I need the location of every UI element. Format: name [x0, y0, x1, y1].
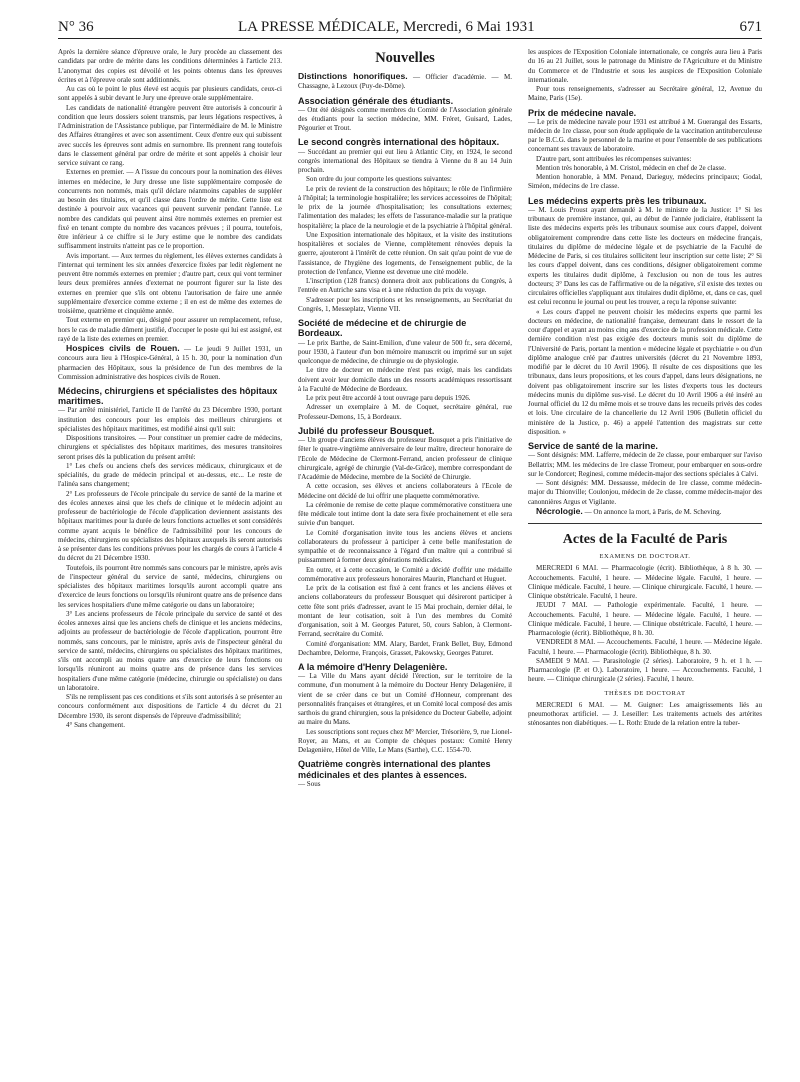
item-heading: A la mémoire d'Henry Delagenière. [298, 662, 448, 673]
paragraph: 1° Les chefs ou anciens chefs des services médicaux, chirurgicaux et de spécialités, du grade de médecin principal et au-dessus, etc... Le reste de l'alinéa sans changement; [58, 461, 282, 489]
column-left [58, 48, 282, 1074]
item-heading: Le second congrès international des hôpitaux. [298, 137, 500, 148]
exam-entry: MERCREDI 6 MAI. — Pharmacologie (écrit). Bibliothèque, à 8 h. 30. — Accouchements. Faculté, 1 heure. — Médecine légale. Faculté, 1 heure. — Clinique médicale. Faculté, 1 heure. — Clinique chirurgicale. Faculté, 1 heure. — Clinique obstétricale. Faculté, 1 heure. [528, 564, 762, 601]
item-heading: Société de médecine et de chirurgie de Bordeaux. [298, 318, 467, 339]
paragraph: Toutefois, ils pourront être nommés sans concours par le ministre, après avis de l'inspecteur général du service de santé, médecins, chirurgiens ou spécialistes des hôpitaux maritimes lorsqu'ils auront accompli quatre ans d'exercice de leurs fonctions ou lorsqu'ils réuniront quatre ans de présence dans les services hospitaliers d'une même catégorie ou dans un laboratoire; [58, 563, 282, 609]
paragraph: — Sont désignés: MM. Dessausse, médecin de 1re classe, comme médecin-major du Thionville; Coulonjou, médecin de 2e classe, comme médecin-major des canonnières Argus et Vigilante. [528, 479, 762, 506]
item-text: — Le jeudi 9 Juillet 1931, un concours aura lieu à l'Hospice-Général, à 15 h. 30, pour la nomination d'un pharmacien des Hôpitaux, sous la présidence de l'un des membres de la Commission administrative des hospices civils de Rouen. [58, 345, 282, 381]
item-text: — Succédant au premier qui eut lieu à Atlantic City, en 1924, le second congrès international des Hôpitaux se tiendra à Vienne du 8 au 14 Juin prochain. [298, 147, 512, 175]
item-text: — On annonce la mort, à Paris, de M. Scheving. [584, 507, 722, 516]
paragraph: Le titre de docteur en médecine n'est pas exigé, mais les candidats doivent avoir leur domicile dans un des ressorts académiques ressortissant à la Faculté de Médecine de Bordeaux. [298, 366, 512, 393]
page-number: 671 [739, 19, 762, 35]
paragraph: Une Exposition internationale des hôpitaux, et la visite des institutions hospitalières et sociales de Vienne, complètement rénovées depuis la guerre, ajouteront à l'intérêt de cette réunion. On sait qu'au point de vue de l'assistance, de l'hygiène des logements, de l'enseignement public, de la protection de l'enfance, Vienne est devenue une cité modèle. [298, 230, 512, 276]
paragraph: Externes en premier. — A l'issue du concours pour la nomination des élèves internes en médecine, le Jury dresse une liste supplémentaire composée de concurrents non nommés, mais qu'il déclare néanmoins capables de suppléer au besoin des titulaires, et qu'il classe dans l'ordre de mérite. Cette liste est destinée à pourvoir aux vacances qui peuvent survenir pendant l'année. Le nombre des candidats qui peuvent ainsi être nommés externes en premier est fixé en tenant compte du nombre des vacances prévues ; il pourra, toutefois, être inférieur à ce chiffre si le Jury estime que le nombre des candidats suffisamment instruits n'atteint pas ce le proportion. [58, 168, 282, 251]
item-heading: Association générale des étudiants. [298, 95, 454, 106]
item-heading: Service de santé de la marine. [528, 441, 658, 452]
section-divider [528, 523, 762, 524]
item-heading: Quatrième congrès international des plantes médicinales et des plantes à essences. [298, 759, 491, 780]
paragraph: D'autre part, sont attribuées les récompenses suivantes: [536, 154, 692, 163]
section-title-faculte: Actes de la Faculté de Paris [562, 532, 728, 548]
header-rule [58, 38, 762, 39]
paragraph: Les souscriptions sont reçues chez M° Mercier, Trésorière, 9, rue Lionel-Royer, au Mans, et au Compte de chèques postaux: Comité Henry Delagenière, Hôtel de Ville, Le Mans (Sarthe), C.C. 1554-70. [298, 727, 512, 755]
paragraph: Le Comité d'organisation invite tous les anciens élèves et anciens collaborateurs du professeur à participer à cette belle manifestation de sympathie et de reconnaissance à l'égard d'un maître qui a contribué si puissamment à former deux générations médicales. [298, 528, 512, 565]
paragraph: L'inscription (128 francs) donnera droit aux publications du Congrès, à l'entrée en Autriche sans visa et à une réduction du prix du voyage. [298, 277, 512, 295]
subheading: THÈSES DE DOCTORAT [604, 689, 686, 697]
paragraph: Le prix de revient de la construction des hôpitaux; le rôle de l'infirmière à l'hôpital; la terminologie hospitalière; les services accessoires de l'hôpital; le prix de la journée d'hospitalisation; les consultations externes; l'alimentation des malades; les effets de l'assurance-maladie sur la pratique hospitalière; la place de la neurologie et de la psychiatrie à l'hôpital général. [298, 184, 512, 230]
exam-entry: VENDREDI 8 MAI. — Accouchements. Faculté, 1 heure. — Médecine légale. Faculté, 1 heure. — Pharmacologie (écrit). Bibliothèque, 8 h. 30. [528, 638, 762, 656]
paragraph: Le prix peut être accordé à tout ouvrage paru depuis 1926. [306, 394, 471, 403]
paragraph: Dispositions transitoires. — Pour constituer un premier cadre de médecins, chirurgiens et spécialistes des hôpitaux maritimes, des mesures transitoires seront prises dès la publication du présent arrêté: [58, 434, 282, 461]
paragraph: 2° Les professeurs de l'école principale du service de santé de la marine et des écoles annexes ainsi que les chefs de clinique et le médecin adjoint au professeur de bactériologie de l'école d'application deviennent assistants des hôpitaux maritimes pour la durée de leurs fonctions actuelles et sont considérés comme ayant acquis le bénéfice de l'admissibilité pour les concours de médecins, chirurgiens ou spécialistes des hôpitaux auxquels ils seront autorisés à se présenter dans les conditions prévues pour les chargés de cours à l'article 4 du décret du 21 Décembre 1930. [58, 489, 282, 563]
paragraph: 4° Sans changement. [66, 720, 125, 729]
paragraph: Son ordre du jour comporte les questions suivantes: [306, 175, 452, 184]
section-title: Nouvelles [375, 50, 435, 66]
news-item-necrologie [528, 507, 762, 517]
paragraph: La cérémonie de remise de cette plaque commémorative constituera une fête médicale tout intime dont la date sera fixée prochainement et elle sera suivie d'un banquet. [298, 500, 512, 528]
news-item-rouen [58, 344, 282, 382]
paragraph: Adresser un exemplaire à M. de Coquet, secrétaire général, rue Professeur-Demons, 15, à Bordeaux. [298, 403, 512, 421]
paragraph: Les candidats de nationalité étrangère peuvent être autorisés à concourir à condition que leurs dossiers soient transmis, par leurs légations respectives, à l'Administration de l'Assistance publique, par l'intermédiaire de M. le Ministre des Affaires étrangères et avec son assentiment. Ceux d'entre eux qui subissent avec succès les épreuves sont admis en surnombre. Ils prennent rang toutefois dans le classement général par ordre de mérite et sont appelés à choisir leur service suivant ce rang. [58, 103, 282, 167]
thesis-entry: MERCREDI 6 MAI. — M. Guigner: Les amaigrissements liés au pneumothorax artificiel. — J. Leseiller: Les traitements actuels des artérites sténosantes non diabétiques. — L. Roth: Etude de la relation entre la tuber- [528, 700, 762, 728]
paragraph: Tout externe en premier qui, désigné pour assurer un remplacement, refuse, hors le cas de maladie dûment justifié, d'occuper le poste qui lui est assigné, est rayé de la liste des externes en premier. [58, 316, 282, 343]
paragraph: Le prix de la cotisation est fixé à cent francs et les anciens élèves et anciens collaborateurs du professeur Bousquet qui désireront participer à cette fête sont priés d'adresser, avant le 15 Mai prochain, dernier délai, le montant de leur cotisation, soit à l'un des membres du Comité d'organisation, soit à M. Georges Paturet, 50, cours Sablon, à Clermont-Ferrand, secrétaire du Comité. [298, 584, 512, 639]
item-heading: Médecins, chirurgiens et spécialistes des hôpitaux maritimes. [58, 386, 278, 407]
column-middle [298, 48, 512, 1064]
item-heading: Prix de médecine navale. [528, 107, 637, 118]
paragraph: Mention très honorable, à M. Cristol, médecin en chef de 2e classe. [536, 163, 727, 172]
paragraph: « Les cours d'appel ne peuvent choisir les médecins experts que parmi les docteurs en médecine, de nationalité française, demeurant dans le ressort de la cour d'appel et ayant au moins cinq ans d'exercice de la profession médicale. Cette dernière condition n'est pas exigée des docteurs munis soit du diplôme de l'Université de Paris, portant la mention « médecine légale et psychiatrie » ou d'un diplôme analogue créé par d'autres universités (décret du 21 Novembre 1893, modifié par le décret du 10 Avril 1906). Il résulte de ces dispositions que les tribunaux, dans leurs propositions, et les cours d'appel, dans leurs désignations, ne doivent pas obligatoirement inscrire sur les listes d'experts tous les docteurs médecins munis du diplôme sus-visé. Le décret du 10 Avril 1906 a été inséré au Journal officiel du 12 du même mois et se trouve dans les recueils privés des codes et lois. Une circulaire de la chancellerie du 12 Avril 1906 (Bulletin officiel du ministère de la Justice, p. 46) a appelé l'attention des magistrats sur cette disposition. » [528, 307, 762, 436]
paragraph: A cette occasion, ses élèves et anciens collaborateurs à l'Ecole de Médecine ont décidé de lui offrir une plaquette commémorative. [298, 482, 512, 500]
item-heading: Nécrologie. [536, 505, 583, 516]
paragraph: S'adresser pour les inscriptions et les renseignements, au Secrétariat du Congrès, 1, Messeplatz, Vienne VII. [298, 295, 512, 313]
subheading: EXAMENS DE DOCTORAT. [599, 553, 691, 561]
paragraph: S'ils ne remplissent pas ces conditions et s'ils sont autorisés à se présenter au concours conformément aux dispositions de l'article 4 du décret du 21 Décembre 1930, ils seront dispensés de l'épreuve d'admissibilité; [58, 693, 282, 720]
item-text: — M. Louis Proust ayant demandé à M. le ministre de la Justice: 1° Si les tribunaux de première instance, qui, au début de l'année judiciaire, établissent la liste des médecins experts près les tribunaux soumise aux cours d'appel, doivent obligatoirement comprendre dans cette liste les docteurs en médecine français, titulaires du diplôme de médecine légale et de psychiatrie de la Faculté de Médecine de Paris, si ces titulaires sollicitent leur inscription sur cette liste; 2° Si les cours d'appel doivent, dans ces conditions, désigner obligatoirement comme experts les titulaires dudit diplôme, à l'exclusion ou non de tous les autres docteurs; 3° Dans les cas de l'affirmative ou de la négative, s'il existe des textes ou circulaires officielles s'appliquant aux titulaires dudit diplôme, et, dans ce cas, quel est celui reconnu le journal ou peut les trouver, a reçu la réponse suivante: [528, 205, 762, 307]
item-heading: Jubilé du professeur Bousquet. [298, 425, 435, 436]
paragraph: Comité d'organisation: MM. Alary, Bardet, Frank Bellet, Buy, Edmond Dechambre, Delorme, François, Grasset, Pakowsky, Georges Paturet. [298, 639, 512, 657]
paragraph: Pour tous renseignements, s'adresser au Secrétaire général, 12, Avenue du Maine, Paris (15e). [528, 85, 762, 103]
paragraph: 3° Les anciens professeurs de l'école principale du service de santé et des écoles annexes ainsi que les anciens chefs de clinique et les anciens médecins, adjoints au professeur de bactériologie de l'école d'application, pourront être nommés, sans concours, par le ministre, après avis de l'inspecteur général du service de santé, médecins, chirurgiens ou spécialistes des hôpitaux maritimes, s'ils ont accompli au moins quatre ans d'exercice de leurs fonctions ou lorsqu'ils réuniront au moins quatre ans de présence dans les services hospitaliers d'une même catégorie (médecine, chirurgie ou spécialiste) ou dans un laboratoire. [58, 609, 282, 692]
item-text: — Officier d'académie. — M. Chassagne, à Lezoux (Puy-de-Dôme). [298, 73, 512, 91]
paragraph: Au cas où le point le plus élevé est acquis par plusieurs candidats, ceux-ci sont appelés à subir devant le Jury une épreuve orale supplémentaire. [58, 85, 282, 103]
item-heading: Distinctions honorifiques. [298, 71, 408, 81]
paragraph: les auspices de l'Exposition Coloniale internationale, ce congrès aura lieu à Paris du 16 au 21 Juillet, sous le patronage du Ministre de l'Agriculture et du Ministre du Commerce et de l'Industrie et sous les auspices de l'Exposition Coloniale internationale. [528, 48, 762, 84]
item-text: — La Ville du Mans ayant décidé l'érection, sur le territoire de la commune, d'un monument à la mémoire du Docteur Henry Delagenière, il vient de se créer dans ce but un Comité d'Honneur, comprenant des personnalités françaises et étrangères, et un Comité local composé des amis sarthois du grand chirurgien, sous la présidence du Docteur Gabelle, adjoint au maire du Mans. [298, 672, 512, 727]
item-text: — Ont été désignés comme membres du Comité de l'Association générale des étudiants pour la section médecine, MM. Fréret, Guisard, Lades, Pégourier et Trout. [298, 105, 512, 133]
paragraph: Mention honorable, à MM. Penaud, Darieguy, médecins principaux; Godal, Siméon, médecins de 1re classe. [528, 173, 762, 191]
item-text: — Le prix Barthe, de Saint-Emilion, d'une valeur de 500 fr., sera décerné, pour 1930, à l'auteur d'un bon mémoire manuscrit ou imprimé sur un sujet quelconque de médecine, de chirurgie ou de physiologie. [298, 338, 512, 366]
exam-entry: SAMEDI 9 MAI. — Parasitologie (2 séries). Laboratoire, 9 h. et 1 h. — Pharmacologie (P. et O.). Laboratoire, 1 heure. — Accouchements. Faculté, 1 heure. — Clinique chirurgicale (2 séries). Faculté, 1 heure. [528, 656, 762, 684]
paragraph: En outre, et à cette occasion, le Comité a décidé d'offrir une médaille commémorative aux professeurs honoraires Maurin, Planchard et Huguet. [298, 565, 512, 583]
paragraph: Après la dernière séance d'épreuve orale, le Jury procède au classement des candidats par ordre de mérite dans les conditions déterminées à l'article 213. L'anonymat des copies est dévoilé et les points obtenus dans les épreuves écrites et à l'épreuve orale sont additionnés. [58, 48, 282, 84]
column-right [528, 48, 762, 1074]
item-text: — Sont désignés: MM. Lafferre, médecin de 2e classe, pour embarquer sur l'aviso Bellatrix; MM. les médecins de 1re classe Tromeur, pour embarquer en sous-ordre sur le Condorcet; Reginesi, comme médecin-major des sections spéciales à Calvi. [528, 451, 762, 478]
paragraph: Avis important. — Aux termes du règlement, les élèves externes candidats à l'internat qui terminent les six années d'exercice fixées par ledit règlement ne peuvent être nommés externes en premier ; d'autre part, ceux qui vont terminer leurs deux premières années d'externat ne pourront figurer sur la liste des externes en premier que s'ils ont obtenu l'autorisation de faire une année supplémentaire d'exercice comme externe ; il en est de même des externes de troisième, quatrième et cinquième année. [58, 251, 282, 315]
item-text: — Un groupe d'anciens élèves du professeur Bousquet a pris l'initiative de fêter le quatre-vingtième anniversaire de leur maître, directeur honoraire de l'Ecole de Médecine de Clermont-Ferrand, ancien professeur de clinique chirurgicale, agrégé de chirurgie (Val-de-Grâce), membre correspondant de l'Académie de Médecine, membre de la Société de Chirurgie. [298, 436, 512, 482]
news-item [298, 72, 512, 92]
item-text: — Par arrêté ministériel, l'article II de l'arrêté du 23 Décembre 1930, portant institution des concours pour les emplois des meilleurs chirurgiens et spécialistes des hôpitaux maritimes, est modifié ainsi qu'il suit: [58, 406, 282, 433]
exam-entry: JEUDI 7 MAI. — Pathologie expérimentale. Faculté, 1 heure. — Accouchements. Faculté, 1 heure. — Médecine légale. Faculté, 1 heure. — Clinique médicale. Faculté, 1 heure. — Clinique obstétricale. Faculté, 1 heure. — Pharmacologie (écrit). Bibliothèque, 8 h. 30. [528, 601, 762, 638]
item-text: — Le prix de médecine navale pour 1931 est attribué à M. Guerangal des Essarts, médecin de 1re classe, pour son étude appliquée de la vaccination antituberculeuse par le B.C.G. dans le personnel de la marine et pour l'ensemble de ses publications concernant ses travaux de laboratoire. [528, 117, 762, 154]
item-text: — Sous [298, 779, 321, 788]
issue-number: N° 36 [58, 19, 94, 35]
journal-title: LA PRESSE MÉDICALE, Mercredi, 6 Mai 1931 [238, 19, 535, 35]
item-heading: Hospices civils de Rouen. [66, 343, 180, 353]
item-heading: Les médecins experts près les tribunaux. [528, 195, 707, 206]
